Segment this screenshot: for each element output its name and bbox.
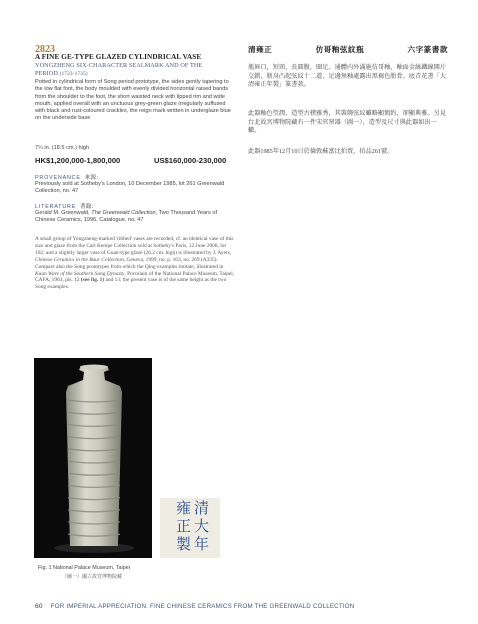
estimate-hkd: HK$1,200,000-1,800,000	[35, 156, 121, 165]
seal-character: 大	[194, 517, 210, 535]
lot-number: 2823	[35, 44, 55, 55]
seal-character: 年	[194, 535, 210, 553]
essay-part-2: , Geneva, 1999, no. p. 163, no. 269 (A335). Compare also the Song prototypes from which the Qing examples imitate, illustrated in	[35, 256, 224, 270]
literature-title: The Greenwald Collection	[91, 210, 156, 216]
lot-title: A FINE GE-TYPE GLAZED CYLINDRICAL VASE	[35, 53, 202, 61]
figure-caption-chinese: （圖一）國立故宮博物院藏	[62, 575, 123, 580]
seal-character: 清	[194, 499, 210, 517]
chinese-paragraph-3: 此器1985年12月10日於倫敦蘇富比拍賣，拍品261號。	[248, 148, 394, 155]
literature-prefix: Gerald M. Greenwald,	[35, 210, 92, 216]
essay-part-4: and 13; the present vase is of the same height as the two Song examples.	[35, 277, 227, 291]
chinese-title-object: 仿哥釉弦紋瓶	[315, 45, 365, 54]
figure-caption: Fig. 1 National Palace Museum, Taipei	[38, 565, 130, 571]
literature-suffix: , Two Thousand Years of Chinese Ceramics, 1996, Catalogue, no. 47	[35, 210, 218, 224]
vase-illustration	[34, 358, 152, 558]
seal-character: 正	[176, 517, 192, 535]
essay-part-3: , Porcelain of the National Palace Museum, Taipei, CAFA, 1963, pls. 12	[35, 270, 235, 284]
footer-title: FOR IMPERIAL APPRECIATION: FINE CHINESE CERAMICS FROM THE GREENWALD COLLECTION	[50, 603, 355, 610]
seal-character: 雍	[176, 499, 192, 517]
chinese-paragraph-2: 此器釉色瑩潤，造型古樸雅秀，其裝飾弦紋雖略顯簡約，卻顯典雅。另見台北故宮博物院藏有一件宋官窯器（圖一），造型及尺寸與此器如出一轍。	[248, 110, 446, 135]
provenance-section	[35, 173, 235, 196]
mark-line-2: PERIOD	[35, 69, 58, 77]
provenance-heading	[35, 173, 235, 181]
essay-paragraph	[35, 236, 235, 291]
literature-heading-text: LITERATURE	[35, 204, 77, 210]
page-number: 60	[35, 603, 43, 610]
provenance-heading-zh: 來源：	[84, 175, 102, 181]
lot-size: 7¼ in. (18.5 cm.) high	[35, 145, 90, 151]
reign-mark-line	[35, 62, 235, 78]
chinese-title-period: 清雍正	[248, 45, 273, 54]
seal-character: 製	[176, 535, 192, 553]
chinese-title-mark: 六字篆書款	[407, 45, 448, 54]
literature-heading	[35, 202, 235, 210]
essay-fig-ref: (see fig. 1)	[80, 277, 105, 284]
seal-mark-illustration	[160, 498, 220, 558]
provenance-body: Previously sold at Sotheby's London, 10 December 1985, lot 261 Greenwald Collection, no. 47	[35, 181, 225, 195]
mark-dates: (1723-1735)	[59, 70, 88, 77]
page-footer	[35, 603, 354, 610]
literature-body	[35, 210, 235, 225]
mark-line-1: YONGZHENG SIX-CHARACTER SEALMARK AND OF THE	[35, 62, 203, 69]
reign-mark-seal	[160, 498, 220, 558]
essay-part-1: A small group of Yongzheng-marked 'ribbed' vases are recorded, cf. an identical vase of this size and glaze from the Carl Kempe Collection sold at Sotheby's Paris, 12 June 2008, lot 102; and a slightly larger vase of Guan-type glaze (26.2 cm. high) is illustrated by J. Ayers,	[35, 236, 234, 256]
essay-italic-2: Kuan Ware of the Southern Sung Dynasty	[35, 270, 125, 277]
provenance-heading-text: PROVENANCE	[35, 175, 81, 181]
vase-photo	[34, 358, 152, 558]
literature-heading-zh: 著錄：	[80, 204, 97, 210]
estimate-usd: US$160,000-230,000	[154, 156, 227, 165]
chinese-title	[248, 44, 448, 55]
essay-italic-1: Chinese Ceramics in the Baur Collection	[35, 256, 124, 263]
chinese-paragraph-1: 瓶唇口，短頸，長圓腹，圈足。通體内外滿施仿哥釉，釉面金絲鐵線開片交錯，瓶身凸起弦紋十二道，足邊無釉處露出黑褐色胎骨。底青花書「大清雍正年製」篆書款。	[248, 64, 446, 89]
lot-description: Potted in cylindrical form of Song period prototype, the sides gently tapering to the low flat foot, the body moulded with evenly divided horizontal raised bands from the shoulder to the foot, the short waisted neck with lipped rim and wide mouth, applied overall with an unctuous grey-green glaze irregularly suffused with black and rust-coloured crackles, the reign mark written in underglaze blue on the underside base	[35, 79, 231, 122]
literature-section	[35, 202, 235, 225]
